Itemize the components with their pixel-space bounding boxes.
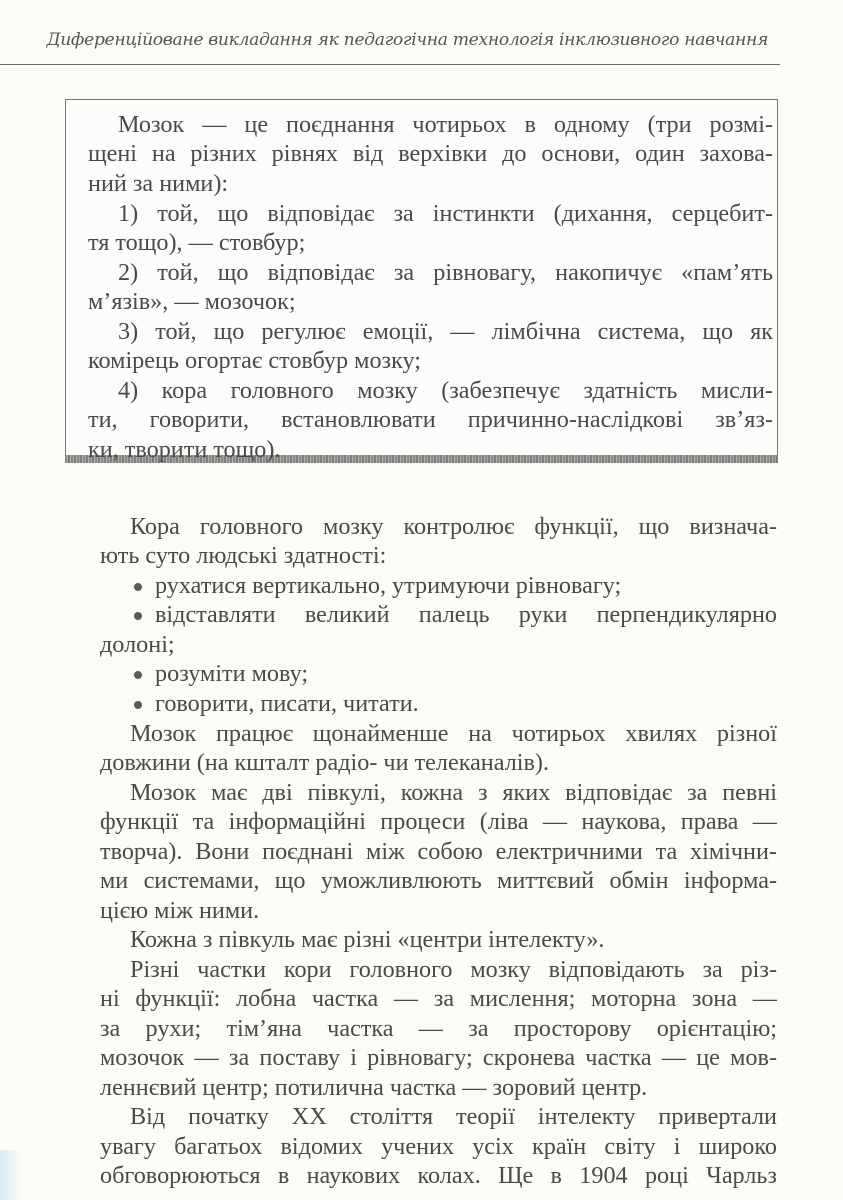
body-line: леннєвий центр; потилична частка — зоровий центр. bbox=[100, 1074, 648, 1101]
box-line: Мозок — це поєднання чотирьох в одному (три розмі- bbox=[118, 111, 773, 138]
box-line: 2) той, що відповідає за рівновагу, накопичує «пам’ять bbox=[118, 259, 773, 286]
body-line: за рухи; тім’яна частка — за просторову орієнтацію; bbox=[100, 1015, 777, 1042]
bullet-icon bbox=[134, 612, 142, 620]
body-line: ми системами, що уможливлюють миттєвий обмін інформа- bbox=[100, 867, 777, 894]
box-line: 3) той, що регулює емоції, — лімбічна система, що як bbox=[118, 318, 773, 345]
body-line: Мозок працює щонайменше на чотирьох хвилях різної bbox=[130, 720, 777, 747]
body-line: обговорюються в наукових колах. Ще в 1904 році Чарльз bbox=[100, 1162, 777, 1189]
box-line: щені на різних рівнях від верхівки до основи, один захова- bbox=[88, 140, 773, 167]
running-title: Диференційоване викладання як педагогічна технологія інклюзивного навчання bbox=[46, 30, 768, 50]
running-header bbox=[0, 22, 780, 65]
box-line: ти, говорити, встановлювати причинно-наслідкові зв’яз- bbox=[88, 406, 773, 433]
bullet-item: відставляти великий палець руки перпендикулярно bbox=[155, 601, 777, 628]
body-line: Від початку XX століття теорії інтелекту привертали bbox=[130, 1103, 777, 1130]
bullet-item: говорити, писати, читати. bbox=[155, 690, 419, 717]
bullet-icon bbox=[134, 671, 142, 679]
body-line: ні функції: лобна частка — за мислення; моторна зона — bbox=[100, 985, 777, 1012]
body-line: мозочок — за поставу і рівновагу; скронева частка — це мов- bbox=[100, 1044, 777, 1071]
body-line: функції та інформаційні процеси (ліва — наукова, права — bbox=[100, 808, 777, 835]
box-line: комірець огортає стовбур мозку; bbox=[88, 347, 422, 374]
box-line: ки, творити тощо). bbox=[88, 436, 281, 463]
body-line: долоні; bbox=[100, 631, 175, 658]
bullet-item: рухатися вертикально, утримуючи рівновагу; bbox=[155, 572, 622, 599]
scan-edge-tint bbox=[0, 1150, 22, 1200]
box-line: 4) кора головного мозку (забезпечує здатність мисли- bbox=[118, 377, 773, 404]
body-line: Мозок має дві півкулі, кожна з яких відповідає за певні bbox=[130, 779, 777, 806]
body-line: увагу багатьох відомих учених усіх країн світу і широко bbox=[100, 1133, 777, 1160]
bullet-icon bbox=[134, 701, 142, 709]
body-line: цією між ними. bbox=[100, 897, 260, 924]
body-line: ють суто людські здатності: bbox=[100, 542, 387, 569]
body-line: Різні частки кори головного мозку відповідають за різ- bbox=[130, 956, 777, 983]
body-line: Кожна з півкуль має різні «центри інтелекту». bbox=[130, 926, 605, 953]
bullet-item: розуміти мову; bbox=[155, 660, 309, 687]
body-line: довжини (на кшталт радіо- чи телеканалів). bbox=[100, 749, 550, 776]
bullet-icon bbox=[134, 583, 142, 591]
body-line: творча). Вони поєднані між собою електричними та хімічни- bbox=[100, 838, 777, 865]
body-line: Кора головного мозку контролює функції, що визнача- bbox=[130, 513, 777, 540]
box-line: м’язів», — мозочок; bbox=[88, 288, 296, 315]
box-line: тя тощо), — стовбур; bbox=[88, 229, 306, 256]
box-line: 1) той, що відповідає за інстинкти (дихання, серцебит- bbox=[118, 200, 773, 227]
box-line: ний за ними): bbox=[88, 170, 229, 197]
